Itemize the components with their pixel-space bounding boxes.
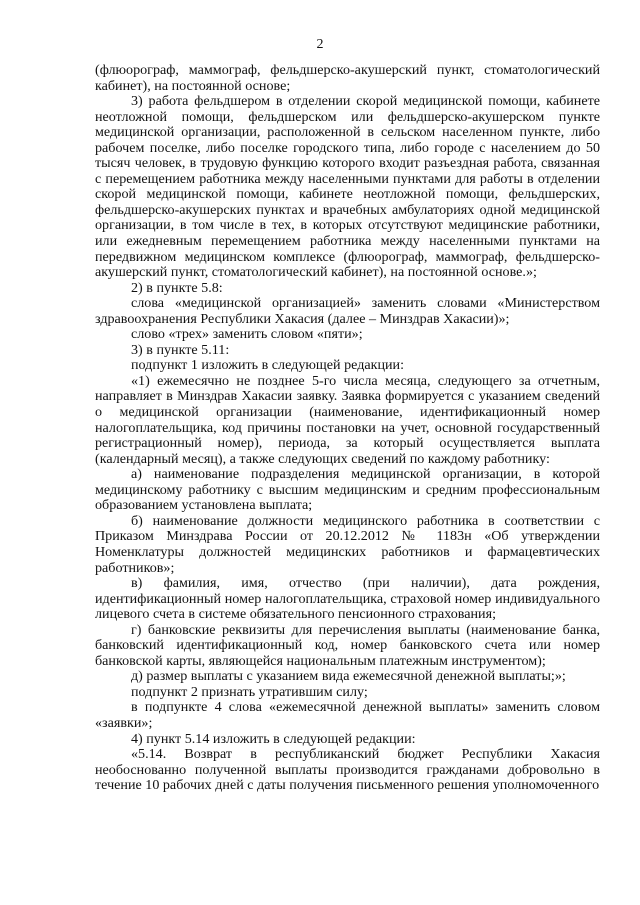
paragraph-item-d: д) размер выплаты с указанием вида ежемесячной денежной выплаты;»; (131, 668, 566, 685)
paragraph-point-5-14-intro: 4) пункт 5.14 изложить в следующей редакции: (131, 730, 416, 747)
paragraph-replace-three: слово «трех» заменить словом «пяти»; (131, 326, 363, 343)
paragraph-item-g: г) банковские реквизиты для перечисления выплаты (наименование банка, банковский идентификационный код, номер банковского счета или номер банковской карты, являющейся национальным платежным инструментом); (95, 621, 600, 669)
paragraph-point-5-11: 3) в пункте 5.11: (131, 341, 230, 358)
page-number: 2 (316, 37, 324, 52)
paragraph-subpoint-2-void: подпункт 2 признать утратившим силу; (131, 683, 368, 700)
paragraph-item-v: в) фамилия, имя, отчество (при наличии), дата рождения, идентификационный номер налогоплательщика, страховой номер индивидуального лицевого счета в системе обязательного пенсионного страхования; (95, 575, 600, 623)
paragraph-replace-organization: слова «медицинской организацией» заменить словами «Министерством здравоохранения Республики Хакасия (далее – Минздрав Хакасии)»; (95, 295, 600, 327)
paragraph-item-a: а) наименование подразделения медицинской организации, в которой медицинскому работнику с высшим медицинским и средним профессиональным образованием установлена выплата; (95, 466, 600, 514)
paragraph-subpoint-4-replace: в подпункте 4 слова «ежемесячной денежной выплаты» заменить словом «заявки»; (95, 699, 600, 731)
paragraph-point-5-14-text: «5.14. Возврат в республиканский бюджет Республики Хакасия необоснованно полученной выплаты производится гражданами добровольно в течение 10 рабочих дней с даты получения письменного решения уполномоченного (95, 746, 600, 794)
paragraph-subpoint-1-text: «1) ежемесячно не позднее 5-го числа месяца, следующего за отчетным, направляет в Минздрав Хакасии заявку. Заявка формируется с указанием сведений о медицинской организации (наименование, идентификационный номер налогоплательщика, код причины постановки на учет, основной государственный регистрационный номер), периода, за который осуществляется выплата (календарный месяц), а также следующих сведений по каждому работнику: (95, 372, 600, 467)
document-body (95, 63, 600, 794)
paragraph-item-3-feldsher: 3) работа фельдшером в отделении скорой медицинской помощи, кабинете неотложной помощи, фельдшерском или фельдшерско-акушерском пункте медицинской организации, расположенной в сельском населенном пункте, либо рабочем поселке, либо поселке городского типа, либо городе с населением до 50 тысяч человек, в трудовую функцию которого входит разъездная работа, связанная с перемещением работника между населенными пунктами для работы в отделении скорой медицинской помощи, кабинете неотложной помощи, фельдшерских, фельдшерско-акушерских пунктах и врачебных амбулаториях одной медицинской организации, в том числе в тех, в которых отсутствуют медицинские работники, или ежедневным перемещением работника между населенными пунктами на передвижном медицинском комплексе (флюорограф, маммограф, фельдшерско-акушерский пункт, стоматологический кабинет), на постоянной основе.»; (95, 93, 600, 281)
paragraph-subpoint-1-intro: подпункт 1 изложить в следующей редакции: (131, 357, 405, 374)
paragraph-continuation: (флюорограф, маммограф, фельдшерско-акушерский пункт, стоматологический кабинет), на постоянной основе; (95, 62, 600, 94)
paragraph-point-5-8: 2) в пункте 5.8: (131, 279, 223, 296)
paragraph-item-b: б) наименование должности медицинского работника в соответствии с Приказом Минздрава России от 20.12.2012 № 1183н «Об утверждении Номенклатуры должностей медицинских работников и фармацевтических работников»; (95, 512, 600, 576)
